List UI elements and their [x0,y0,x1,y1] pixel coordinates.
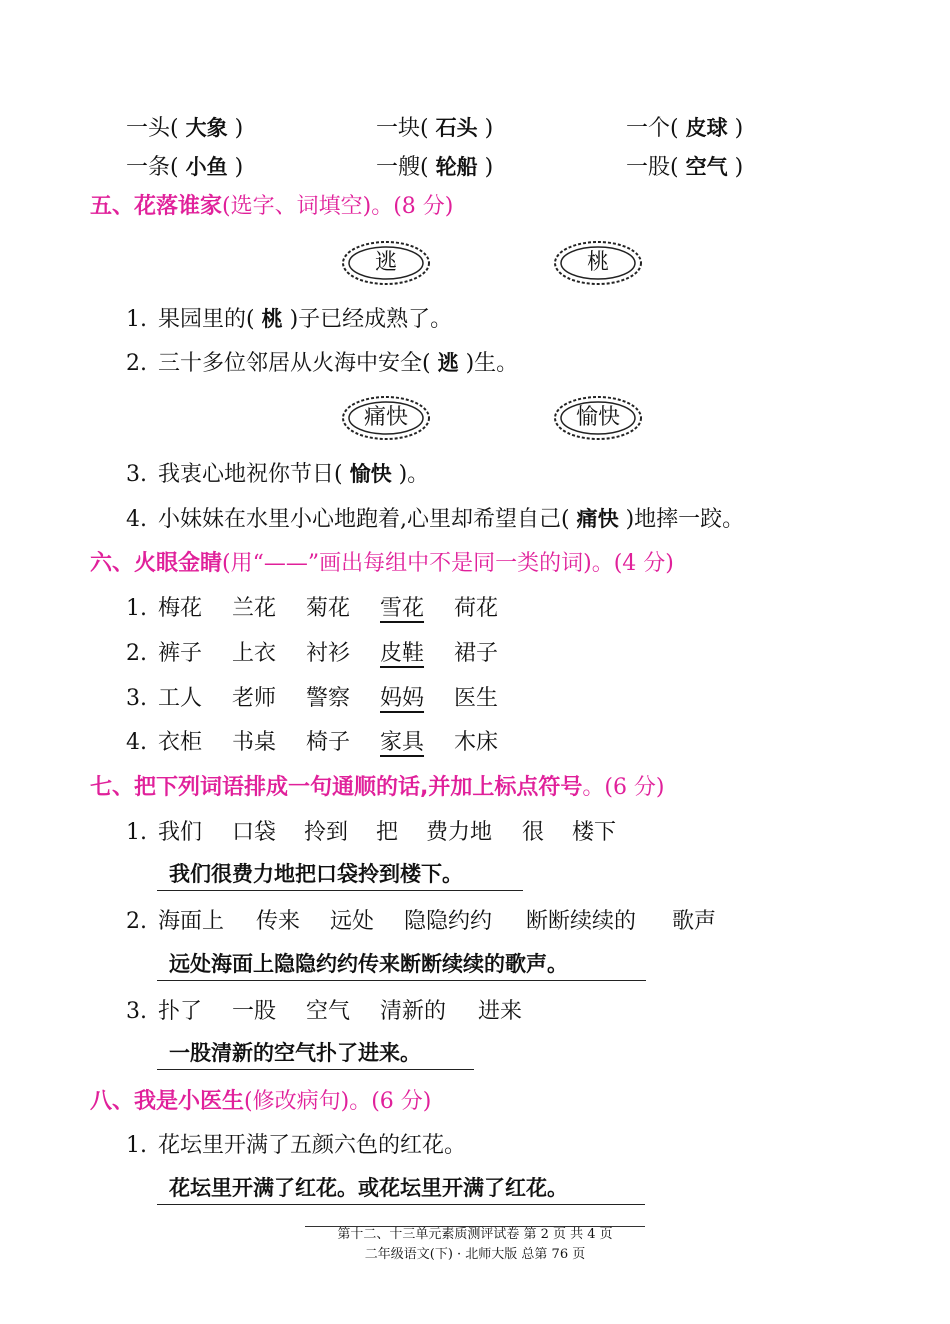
question-5-1: 1. 果园里的( 桃 )子已经成熟了。 [126,307,453,332]
underlined-word: 家具 [380,730,425,755]
section-7-heading: 七、把下列词语排成一句通顺的话,并加上标点符号。(6 分) [90,775,665,800]
measure-item-6: 一股( 空气 ) [626,155,744,180]
measure-item-4: 一条( 小鱼 ) [126,155,244,180]
answer-line: 我们很费力地把口袋拎到楼下。 [157,857,523,891]
measure-item-5: 一艘( 轮船 ) [376,155,494,180]
measure-item-2: 一块( 石头 ) [376,116,494,141]
measure-item-1: 一头( 大象 ) [126,116,244,141]
option-badge: 逃 [341,240,431,286]
underlined-word: 雪花 [380,596,425,621]
answer-line: 花坛里开满了红花。或花坛里开满了红花。 [157,1171,645,1205]
question-5-3: 3. 我衷心地祝你节日( 愉快 )。 [126,462,430,487]
section-8-heading: 八、我是小医生(修改病句)。(6 分) [90,1089,432,1114]
answer-text: 皮球 [685,116,728,140]
answer-text: 空气 [685,155,728,179]
option-badge: 痛快 [341,395,431,441]
question-5-4: 4. 小妹妹在水里小心地跑着,心里却希望自己( 痛快 )地摔一跤。 [126,507,745,532]
word-group-row: 1. 梅花 兰花 菊花 雪花 荷花 [126,594,498,624]
question-5-2: 2. 三十多位邻居从火海中安全( 逃 )生。 [126,351,519,376]
answer-text: 愉快 [349,462,392,486]
answer-line: 远处海面上隐隐约约传来断断续续的歌声。 [157,947,646,981]
footer-line-2: 二年级语文(下) · 北师大版 总第 76 页 [364,1247,586,1262]
word-group-row: 2. 裤子 上衣 衬衫 皮鞋 裙子 [126,639,498,669]
measure-item-3: 一个( 皮球 ) [626,116,744,141]
option-badge: 桃 [553,240,643,286]
underlined-word: 皮鞋 [380,641,425,666]
answer-text: 轮船 [435,155,478,179]
option-badge: 愉快 [553,395,643,441]
word-group-row: 3. 工人 老师 警察 妈妈 医生 [126,684,498,714]
word-list: 2. 海面上 传来 远处 隐隐约约 断断续续的 歌声 [126,909,717,934]
answer-text: 石头 [435,116,478,140]
word-group-row: 4. 衣柜 书桌 椅子 家具 木床 [126,728,498,758]
answer-text: 痛快 [576,507,619,531]
section-6-heading: 六、火眼金睛(用“——”画出每组中不是同一类的词)。(4 分) [90,551,674,576]
question-8-1: 1. 花坛里开满了五颜六色的红花。 [126,1133,467,1158]
answer-text: 桃 [261,307,283,331]
word-list: 1. 我们 口袋 拎到 把 费力地 很 楼下 [126,820,617,845]
answer-text: 逃 [437,351,459,375]
section-5-heading: 五、花落谁家(选字、词填空)。(8 分) [90,194,454,219]
underlined-word: 妈妈 [380,686,425,711]
word-list: 3. 扑了 一股 空气 清新的 进来 [126,999,523,1024]
answer-line: 一股清新的空气扑了进来。 [157,1036,474,1070]
answer-text: 小鱼 [185,155,228,179]
answer-text: 大象 [185,116,228,140]
footer-line-1: 第十二、十三单元素质测评试卷 第 2 页 共 4 页 [337,1227,613,1242]
